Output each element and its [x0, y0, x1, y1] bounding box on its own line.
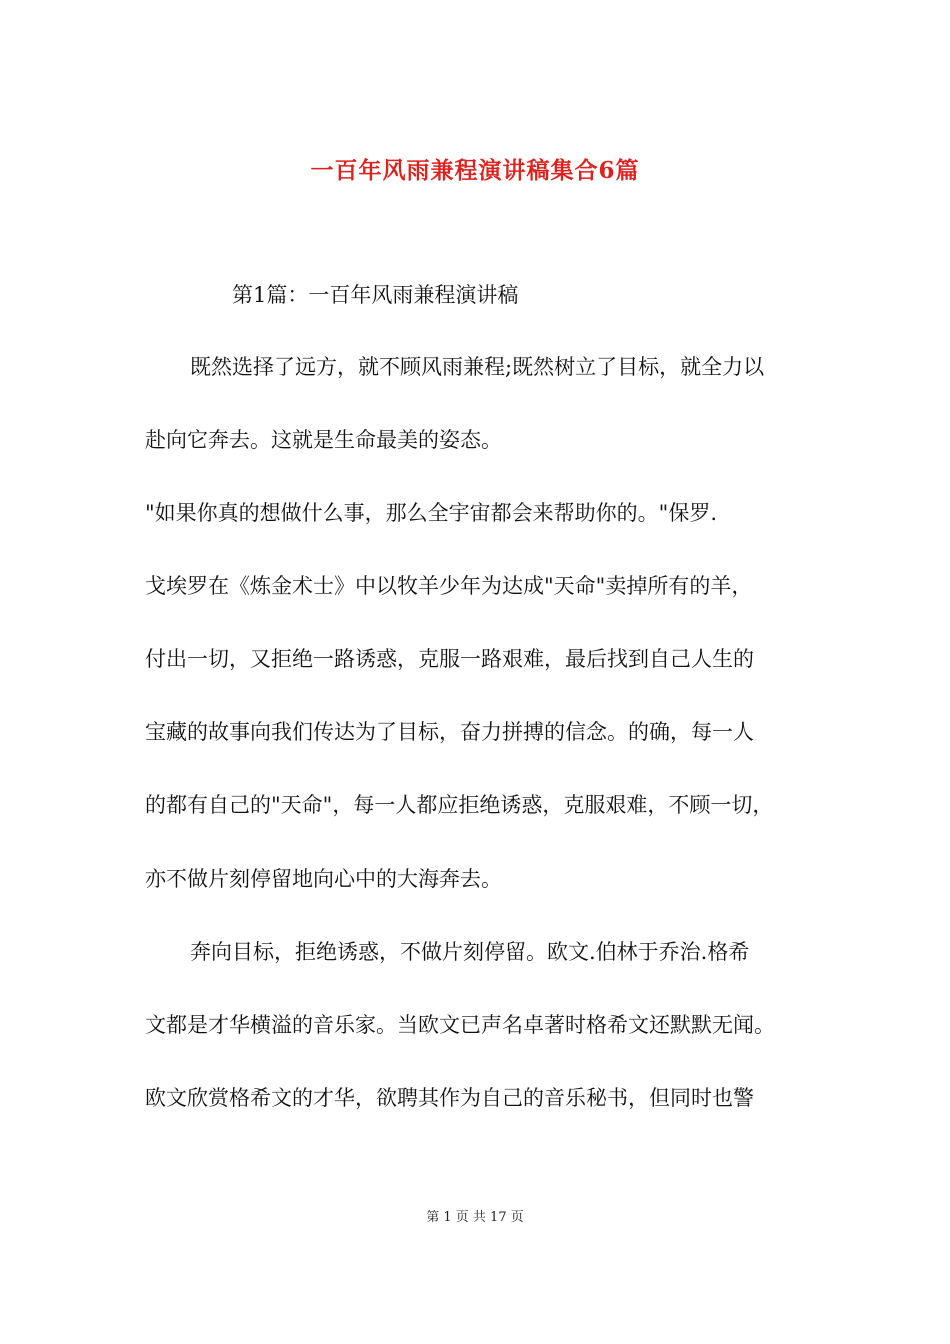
paragraph-line: 赴向它奔去。这就是生命最美的姿态。	[145, 428, 502, 452]
paragraph-line: 亦不做片刻停留地向心中的大海奔去。	[145, 867, 502, 891]
paragraph-line: 付出一切，又拒绝一路诱惑，克服一路艰难，最后找到自己人生的	[145, 647, 754, 671]
paragraph-line: 的都有自己的"天命"，每一人都应拒绝诱惑，克服艰难，不顾一切，	[145, 793, 774, 817]
paragraph-line: 文都是才华横溢的音乐家。当欧文已声名卓著时格希文还默默无闻。	[145, 1013, 775, 1037]
paragraph-line: 既然选择了远方，就不顾风雨兼程;既然树立了目标，就全力以	[190, 355, 765, 379]
paragraph-line: 欧文欣赏格希文的才华，欲聘其作为自己的音乐秘书，但同时也警	[145, 1086, 754, 1110]
page-number-footer: 第 1 页 共 17 页	[426, 1210, 524, 1225]
paragraph-line: 奔向目标，拒绝诱惑，不做片刻停留。欧文.伯林于乔治.格希	[190, 940, 750, 964]
paragraph-line: 宝藏的故事向我们传达为了目标，奋力拼搏的信念。的确，每一人	[145, 720, 754, 744]
paragraph-line: "如果你真的想做什么事，那么全宇宙都会来帮助你的。"保罗.	[145, 501, 717, 525]
section-heading: 第1篇：一百年风雨兼程演讲稿	[232, 283, 519, 307]
paragraph-line: 戈埃罗在《炼金术士》中以牧羊少年为达成"天命"卖掉所有的羊，	[145, 574, 753, 598]
document-title: 一百年风雨兼程演讲稿集合6篇	[310, 157, 640, 185]
